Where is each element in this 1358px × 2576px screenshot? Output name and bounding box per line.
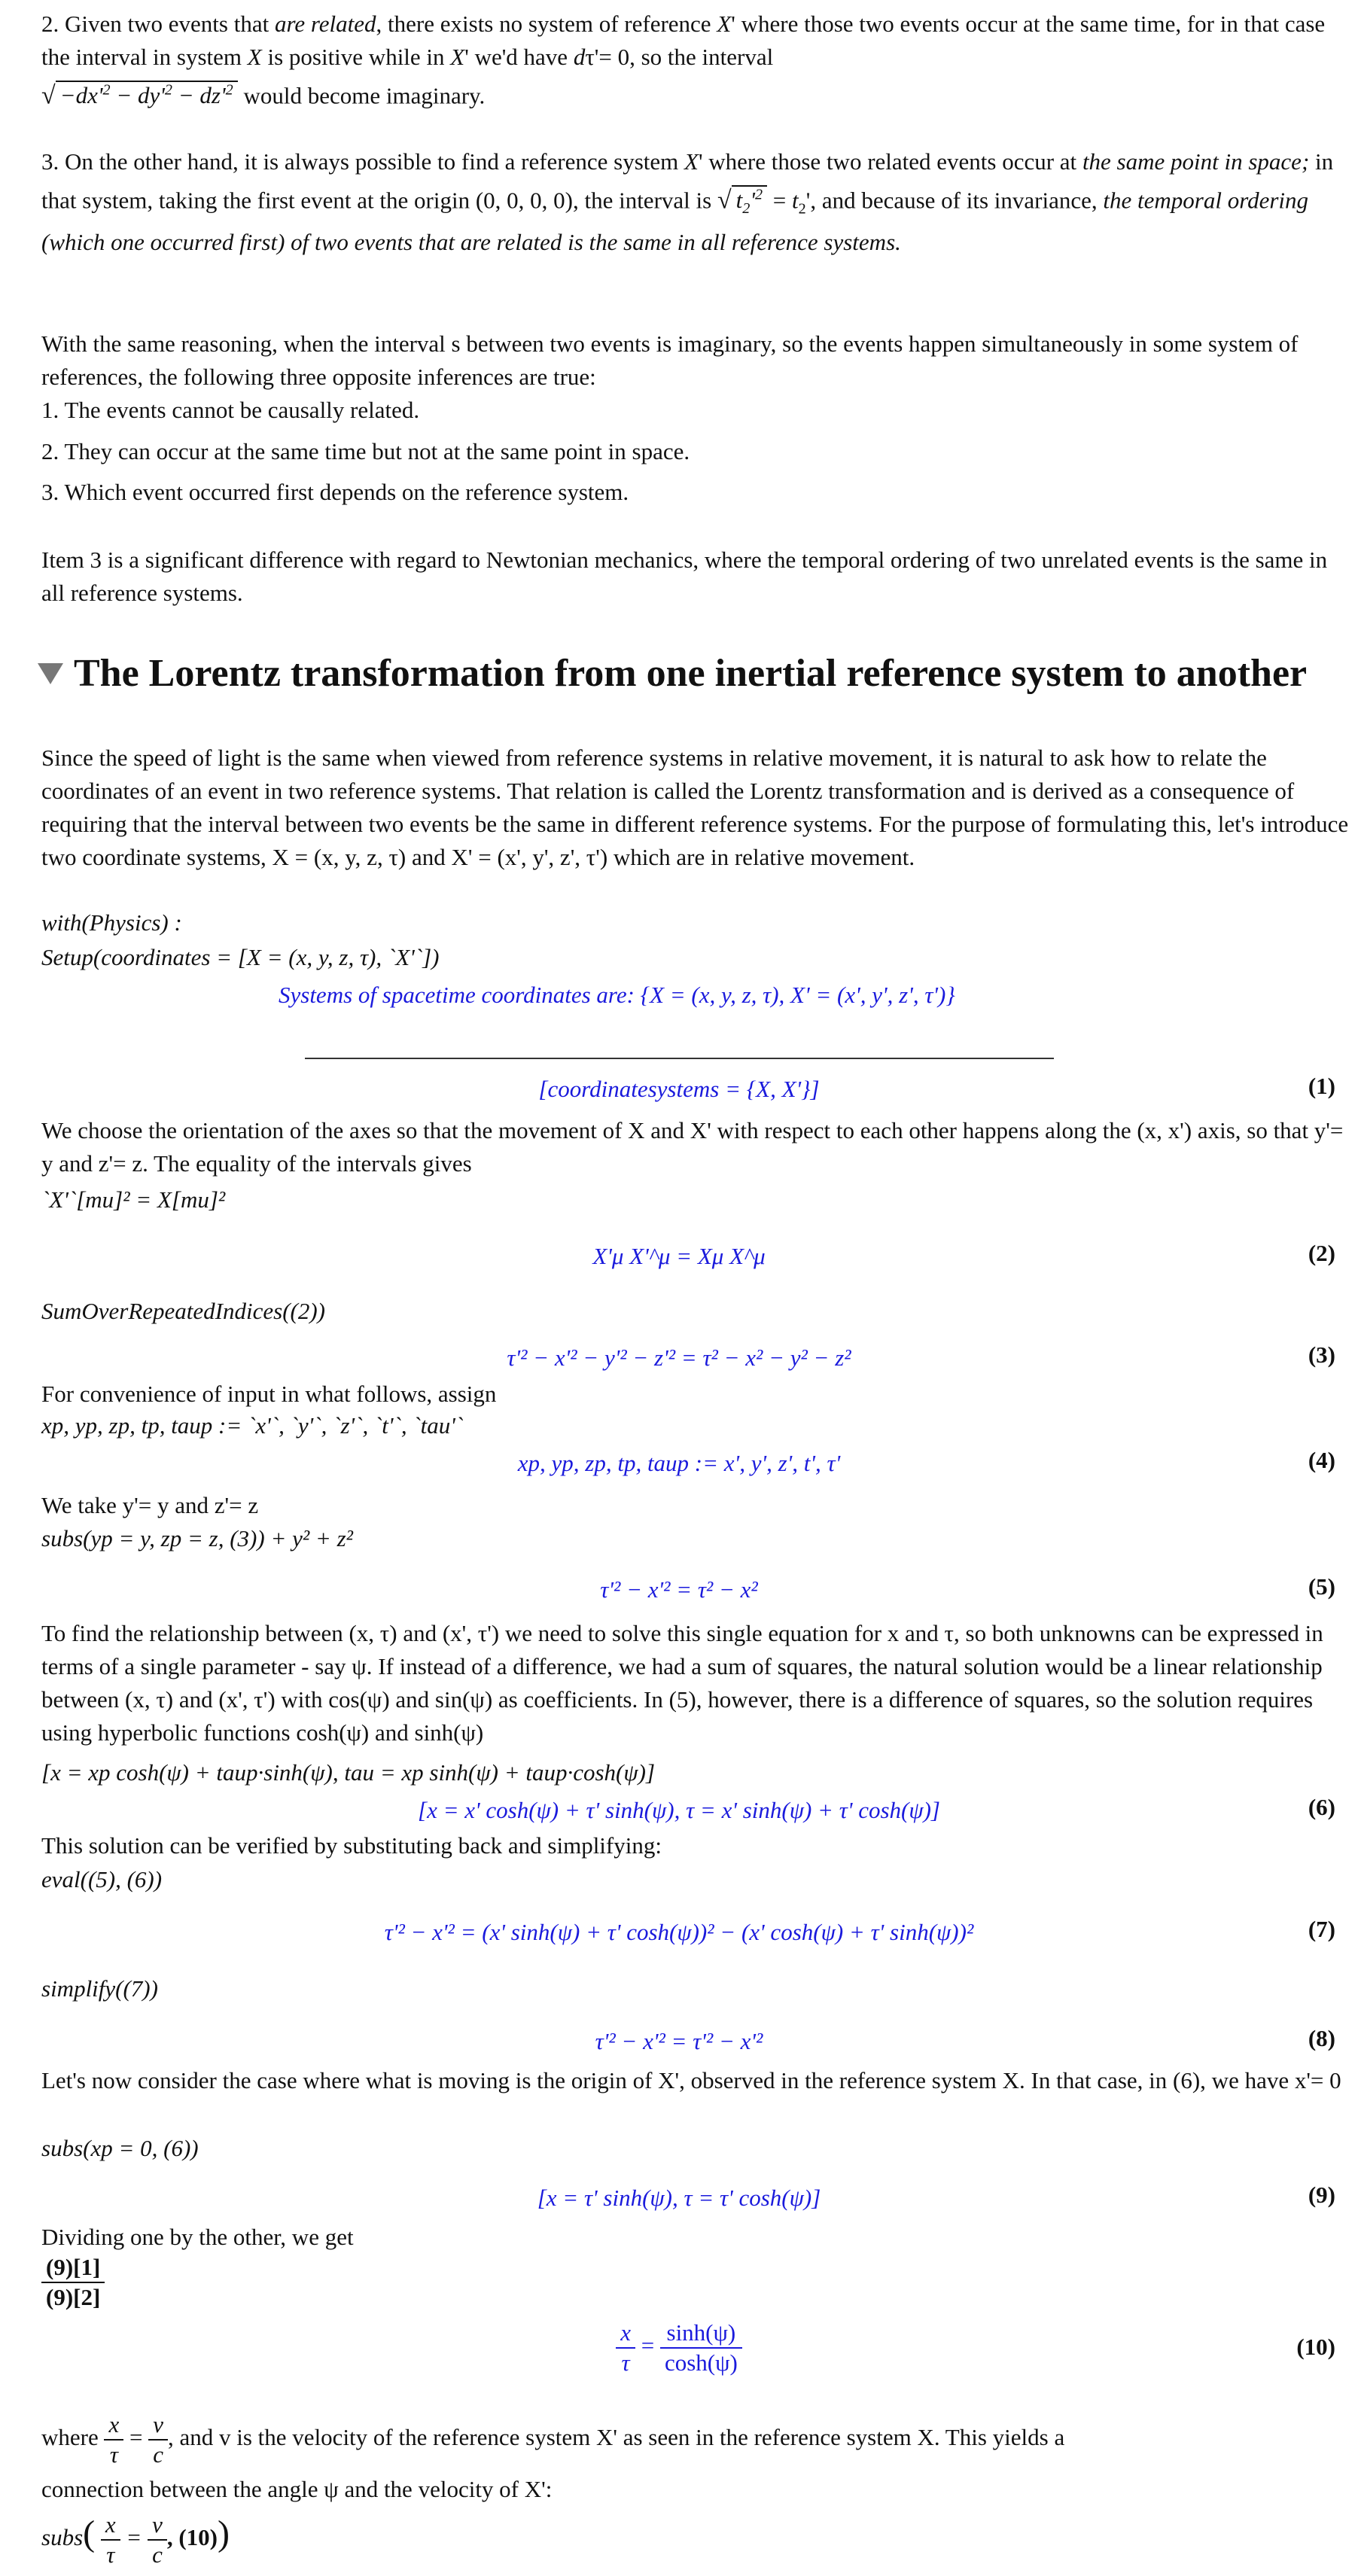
input-5[interactable]: subs(yp = y, zp = z, (3)) + y² + z² <box>41 1525 353 1551</box>
input-3[interactable]: SumOverRepeatedIndices((2)) <box>41 1298 325 1324</box>
paragraph-item-3: 3. On the other hand, it is always possible to find a reference system X' where those two related events occur at the same point in space; in that system, taking the first event at the origin (0, 0, 0, 0), the interval is √ $t_2'^2 = t_2'$, and because of its invariance, the temporal ordering (which one occurred first) of two events that are related is the same in all reference systems. <box>41 148 1334 255</box>
input-6[interactable]: [x = xp cosh(ψ) + taup·sinh(ψ), tau = xp sinh(ψ) + taup·cosh(ψ)] <box>41 1759 656 1786</box>
output-6: [x = x' cosh(ψ) + τ' sinh(ψ), τ = x' sinh(ψ) + τ' cosh(ψ)] <box>418 1797 940 1823</box>
input-setup[interactable]: Setup(coordinates = [X = (x, y, z, τ), `X'`]) <box>41 944 440 970</box>
equation-label: (8) <box>1308 2025 1335 2051</box>
output-2: X'μ X'^μ = Xμ X^μ <box>592 1243 766 1269</box>
equation-label: (6) <box>1308 1794 1335 1820</box>
output-10: $\frac{x}{\tau}$ = $\frac{\sinh(\psi)}{\cosh(\psi)}$ <box>0 2319 1358 2377</box>
output-8: τ'² − x'² = τ'² − x'² <box>595 2028 763 2054</box>
collapse-triangle-icon[interactable] <box>38 663 63 684</box>
paragraph-origin: Let's now consider the case where what is moving is the origin of X', observed in the reference system X. In that case, in (6), we have x'= 0 <box>41 2067 1341 2093</box>
paragraph-intro: Since the speed of light is the same when viewed from reference systems in relative movement, it is natural to ask how to relate the coordinates of an event in two reference systems. That relation is called the Lorentz transformation and is derived as a consequence of requiring that the interval between two events be the same in different reference systems. For the purpose of formulating this, let's introduce two coordinate systems, X = (x, y, z, τ) and X' = (x', y', z', τ') which are in relative movement. <box>41 744 1349 870</box>
input-9[interactable]: subs(xp = 0, (6)) <box>41 2135 199 2161</box>
input-7[interactable]: eval((5), (6)) <box>41 1866 163 1892</box>
equation-label: (7) <box>1308 1916 1335 1942</box>
paragraph-connection: connection between the angle ψ and the velocity of X': <box>41 2476 553 2502</box>
divider <box>305 1058 1054 1059</box>
paragraph-where: where $\frac{x}{\tau}$ = $\frac{v}{c}$ , and v is the velocity of the reference system X' as seen in the reference system X. This yields a <box>41 2411 1065 2468</box>
input-2[interactable]: `X'`[mu]² = X[mu]² <box>41 1186 226 1213</box>
input-10[interactable]: $\frac{(9)[1]}{(9)[2]}$ <box>41 2253 105 2312</box>
output-4: xp, yp, zp, tp, taup := x', y', z', t', τ' <box>517 1450 841 1476</box>
output-7: τ'² − x'² = (x' sinh(ψ) + τ' cosh(ψ))² − (x' cosh(ψ) + τ' sinh(ψ))² <box>384 1919 974 1945</box>
output-3: τ'² − x'² − y'² − z'² = τ² − x² − y² − z² <box>507 1344 851 1371</box>
paragraph-reasoning: With the same reasoning, when the interval s between two events is imaginary, so the events happen simultaneously in some system of references, the following three opposite inferences are true: <box>41 330 1299 390</box>
equation-label: (2) <box>1308 1240 1335 1266</box>
paragraph-find-relationship: To find the relationship between (x, τ) and (x', τ') we need to solve this single equation for x and τ, so both unknowns can be expressed in terms of a single parameter - say ψ. If instead of a difference, we had a sum of squares, the natural solution would be a linear relationship between (x, τ) and (x', τ') with cos(ψ) and sin(ψ) as coefficients. In (5), however, there is a difference of squares, so the solution requires using hyperbolic functions cosh(ψ) and sinh(ψ) <box>41 1620 1323 1746</box>
input-8[interactable]: simplify((7)) <box>41 1975 158 2002</box>
equation-label: (3) <box>1308 1341 1335 1368</box>
paragraph-take: We take y'= y and z'= z <box>41 1492 259 1518</box>
output-1: [coordinatesystems = {X, X'}] <box>538 1076 820 1102</box>
equation-label: (5) <box>1308 1573 1335 1600</box>
equation-label: (9) <box>1308 2182 1335 2208</box>
input-with-physics[interactable]: with(Physics) : <box>41 909 182 936</box>
output-9: [x = τ' sinh(ψ), τ = τ' cosh(ψ)] <box>537 2185 821 2211</box>
paragraph-item-2: 2. Given two events that are related, there exists no system of reference X' where those two events occur at the same time, for in that case the interval in system X is positive while in X' we'd have dτ'= 0, so the interval √ $-dx'^2 - dy'^2 - dz'^2$ would become imaginary. <box>41 11 1326 110</box>
paragraph-newtonian-note: Item 3 is a significant difference with regard to Newtonian mechanics, where the temporal ordering of two unrelated events is the same in all reference systems. <box>41 547 1328 606</box>
paragraph-verify: This solution can be verified by substituting back and simplifying: <box>41 1832 662 1859</box>
list-item: 2. They can occur at the same time but not at the same point in space. <box>41 438 690 464</box>
list-item: 1. The events cannot be causally related. <box>41 397 420 423</box>
output-systems: Systems of spacetime coordinates are: {X = (x, y, z, τ), X' = (x', y', z', τ')} <box>279 982 955 1008</box>
paragraph-convenience: For convenience of input in what follows, assign <box>41 1381 497 1407</box>
paragraph-orientation: We choose the orientation of the axes so that the movement of X and X' with respect to each other happens along the (x, x') axis, so that y'= y and z'= z. The equality of the intervals gives <box>41 1117 1344 1177</box>
equation-label: (4) <box>1308 1447 1335 1473</box>
equation-label: (10) <box>1296 2334 1335 2360</box>
section-title: The Lorentz transformation from one inertial reference system to another <box>74 652 1308 695</box>
paragraph-divide: Dividing one by the other, we get <box>41 2224 354 2250</box>
section-heading[interactable] <box>38 651 1307 696</box>
list-item: 3. Which event occurred first depends on the reference system. <box>41 479 629 505</box>
input-11[interactable]: subs( $\frac{x}{\tau}$ = $\frac{v}{c}$ , (10)) <box>41 2511 230 2568</box>
output-5: τ'² − x'² = τ² − x² <box>600 1576 758 1603</box>
equation-label: (1) <box>1308 1073 1335 1099</box>
input-4[interactable]: xp, yp, zp, tp, taup := `x'`, `y'`, `z'`, `t'`, `tau'` <box>41 1412 464 1439</box>
